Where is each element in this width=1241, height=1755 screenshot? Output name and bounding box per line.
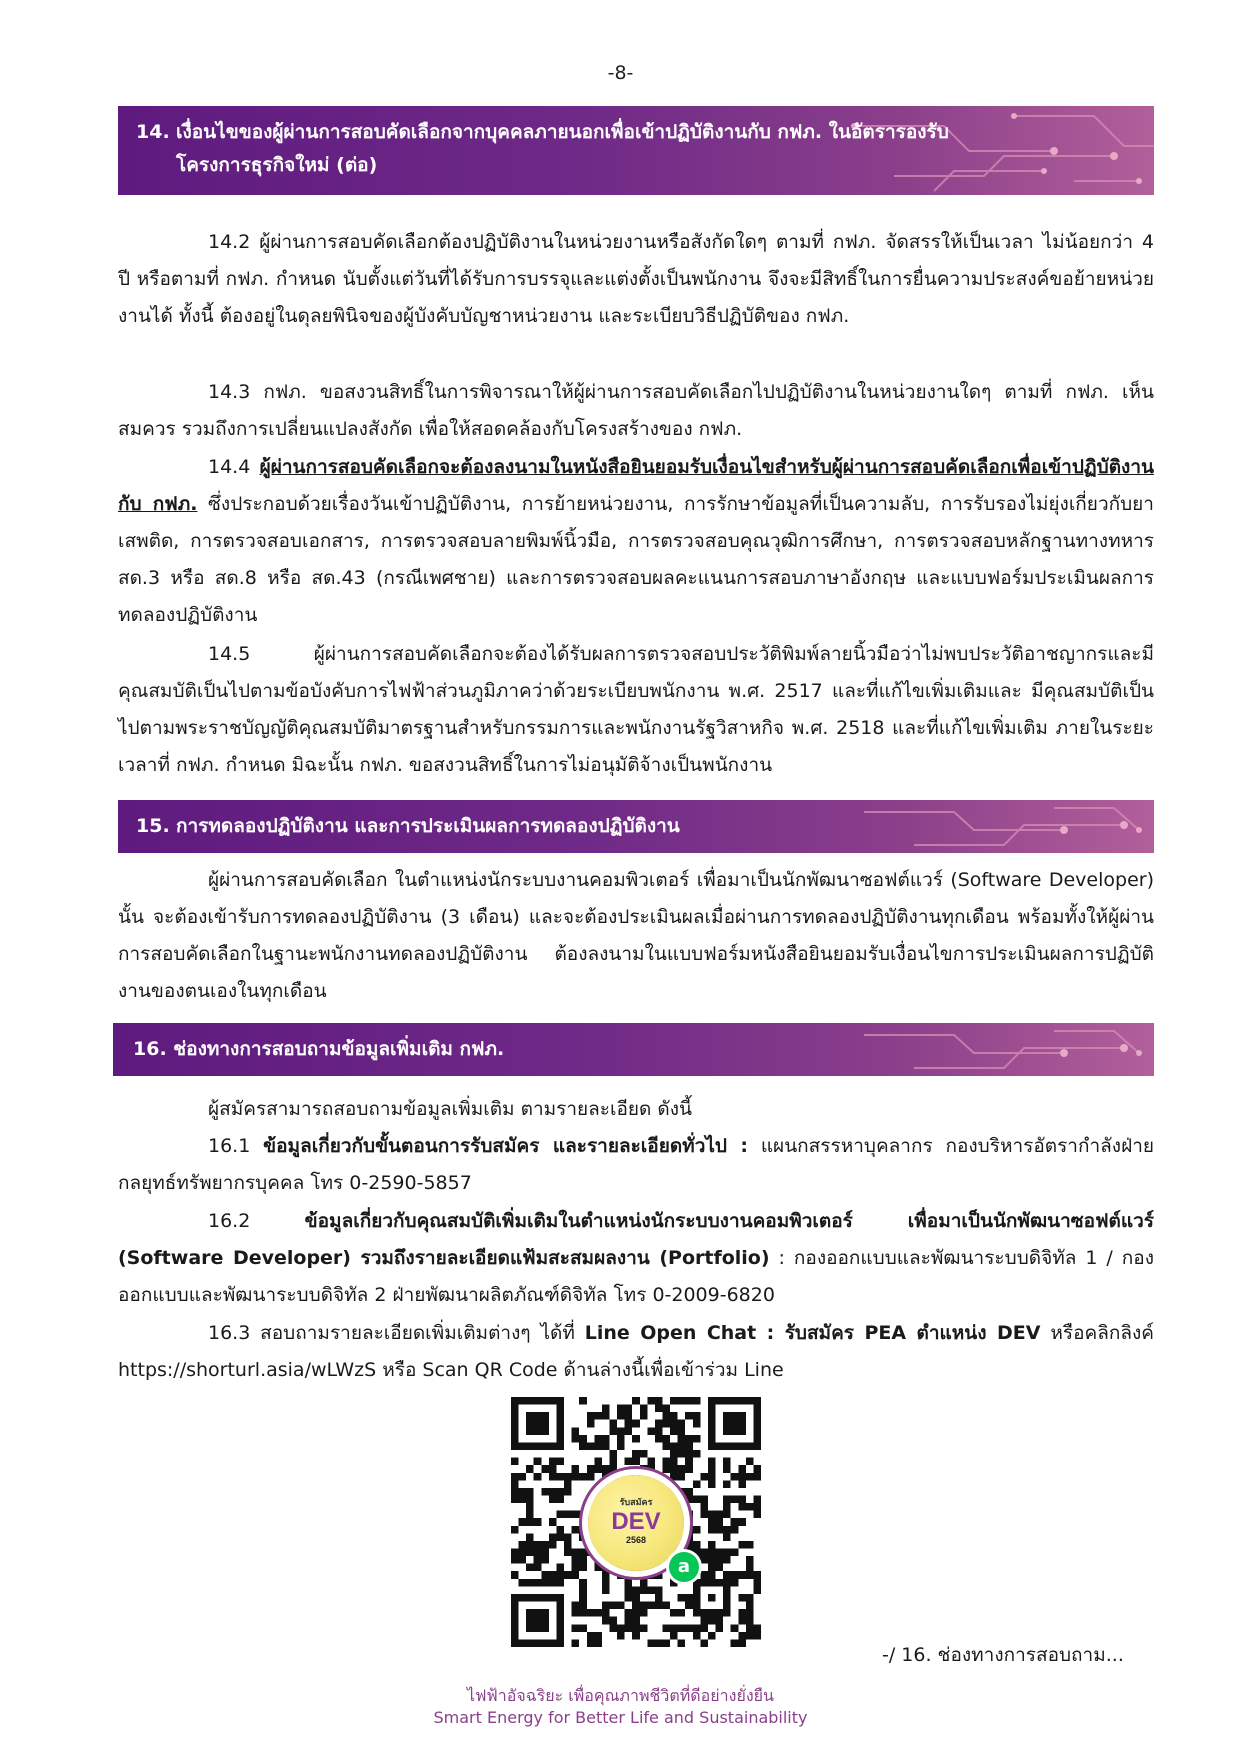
footer-slogan-thai: ไฟฟ้าอัจฉริยะ เพื่อคุณภาพชีวิตที่ดีอย่างยั่งยืน <box>467 1686 774 1705</box>
section-14-header <box>118 106 1154 195</box>
paragraph-16-1: 16.1 ข้อมูลเกี่ยวกับขั้นตอนการรับสมัคร และรายละเอียดทั่วไป : แผนกสรรหาบุคลากร กองบริหารอัตรากำลังฝ่ายกลยุทธ์ทรัพยากรบุคคล โทร 0-2590-5857 <box>118 1135 1154 1194</box>
page-number: -8- <box>607 62 634 84</box>
paragraph-14-4-emphasis: ผู้ผ่านการสอบคัดเลือกจะต้องลงนามในหนังสือยินยอมรับเงื่อนไขสำหรับผู้ผ่านการสอบคัดเลือกเพื่อเข้าปฏิบัติงานกับ กฟภ. <box>118 456 1154 515</box>
paragraph-14-5: 14.5 ผู้ผ่านการสอบคัดเลือกจะต้องได้รับผลการตรวจสอบประวัติพิมพ์ลายนิ้วมือว่าไม่พบประวัติอาชญากรและมีคุณสมบัติเป็นไปตามข้อบังคับการไฟฟ้าส่วนภูมิภาคว่าด้วยระเบียบพนักงาน พ.ศ. 2517 และที่แก้ไขเพิ่มเติมและ มีคุณสมบัติเป็นไปตามพระราชบัญญัติคุณสมบัติมาตรฐานสำหรับกรรมการและพนักงานรัฐวิสาหกิจ พ.ศ. 2518 และที่แก้ไขเพิ่มเติม ภายในระยะเวลาที่ กฟภ. กำหนด มิฉะนั้น กฟภ. ขอสงวนสิทธิ์ในการไม่อนุมัติจ้างเป็นพนักงาน <box>118 643 1154 776</box>
continuation-note: -/ 16. ช่องทางการสอบถาม... <box>882 1644 1124 1666</box>
section-number: 15. <box>136 815 170 837</box>
paragraph-16-3: 16.3 สอบถามรายละเอียดเพิ่มเติมต่างๆ ได้ที่ Line Open Chat : รับสมัคร PEA ตำแหน่ง DEV หรือคลิกลิงค์ https://shorturl.asia/wLWzS หรือ Scan QR Code ด้านล่างนี้เพื่อเข้าร่วม Line <box>118 1322 1154 1381</box>
paragraph-14-2: 14.2 ผู้ผ่านการสอบคัดเลือกต้องปฏิบัติงานในหน่วยงานหรือสังกัดใดๆ ตามที่ กฟภ. จัดสรรให้เป็นเวลา ไม่น้อยกว่า 4 ปี หรือตามที่ กฟภ. กำหนด นับตั้งแต่วันที่ได้รับการบรรจุและแต่งตั้งเป็นพนักงาน จึงจะมีสิทธิ์ในการยื่นความประสงค์ขอย้ายหน่วยงานได้ ทั้งนี้ ต้องอยู่ในดุลยพินิจของผู้บังคับบัญชาหน่วยงาน และระเบียบวิธีปฏิบัติของ กฟภ. <box>118 231 1154 327</box>
footer-slogan-english: Smart Energy for Better Life and Sustainability <box>433 1708 808 1727</box>
section-14-title-line2: โครงการธุรกิจใหม่ (ต่อ) <box>176 154 378 176</box>
section-14-title: เงื่อนไขของผู้ผ่านการสอบคัดเลือกจากบุคคลภายนอกเพื่อเข้าปฏิบัติงานกับ กฟภ. ในอัตรารองรับ <box>176 121 949 143</box>
section-16-header <box>113 1023 1154 1076</box>
paragraph-14-4: 14.4 ผู้ผ่านการสอบคัดเลือกจะต้องลงนามในหนังสือยินยอมรับเงื่อนไขสำหรับผู้ผ่านการสอบคัดเลือกเพื่อเข้าปฏิบัติงานกับ กฟภ. ซึ่งประกอบด้วยเรื่องวันเข้าปฏิบัติงาน, การย้ายหน่วยงาน, การรักษาข้อมูลที่เป็นความลับ, การรับรองไม่ยุ่งเกี่ยวกับยาเสพติด, การตรวจสอบเอกสาร, การตรวจสอบลายพิมพ์นิ้วมือ, การตรวจสอบคุณวุฒิการศึกษา, การตรวจสอบหลักฐานทางทหาร สด.3 หรือ สด.8 หรือ สด.43 (กรณีเพศชาย) และการตรวจสอบผลคะแนนการสอบภาษาอังกฤษ และแบบฟอร์มประเมินผลการทดลองปฏิบัติงาน <box>118 456 1154 626</box>
line-qr-code[interactable] <box>511 1397 761 1647</box>
qr-center-badge: รับสมัคร DEV 2568 <box>588 1475 684 1571</box>
section-16-title: 16. ช่องทางการสอบถามข้อมูลเพิ่มเติม กฟภ. <box>133 1038 505 1060</box>
paragraph-14-3: 14.3 กฟภ. ขอสงวนสิทธิ์ในการพิจารณาให้ผู้ผ่านการสอบคัดเลือกไปปฏิบัติงานในหน่วยงานใดๆ ตามที่ กฟภ. เห็นสมควร รวมถึงการเปลี่ยนแปลงสังกัด เพื่อให้สอดคล้องกับโครงสร้างของ กฟภ. <box>118 381 1154 440</box>
section-number: 14. <box>136 121 170 143</box>
paragraph-15: ผู้ผ่านการสอบคัดเลือก ในตำแหน่งนักระบบงานคอมพิวเตอร์ เพื่อมาเป็นนักพัฒนาซอฟต์แวร์ (Software Developer) นั้น จะต้องเข้ารับการทดลองปฏิบัติงาน (3 เดือน) และจะต้องประเมินผลเมื่อผ่านการทดลองปฏิบัติงานทุกเดือน พร้อมทั้งให้ผู้ผ่านการสอบคัดเลือกในฐานะพนักงานทดลองปฏิบัติงาน ต้องลงนามในแบบฟอร์มหนังสือยินยอมรับเงื่อนไขการประเมินผลการปฏิบัติงานของตนเองในทุกเดือน <box>118 869 1154 1002</box>
section-15-title: การทดลองปฏิบัติงาน และการประเมินผลการทดลองปฏิบัติงาน <box>176 815 680 837</box>
paragraph-16-intro: ผู้สมัครสามารถสอบถามข้อมูลเพิ่มเติม ตามรายละเอียด ดังนี้ <box>208 1098 693 1120</box>
line-logo-icon: a <box>669 1552 699 1582</box>
paragraph-16-2: 16.2 ข้อมูลเกี่ยวกับคุณสมบัติเพิ่มเติมในตำแหน่งนักระบบงานคอมพิวเตอร์ เพื่อมาเป็นนักพัฒนาซอฟต์แวร์ (Software Developer) รวมถึงรายละเอียดแฟ้มสะสมผลงาน (Portfolio) : กองออกแบบและพัฒนาระบบดิจิทัล 1 / กองออกแบบและพัฒนาระบบดิจิทัล 2 ฝ่ายพัฒนาผลิตภัณฑ์ดิจิทัล โทร 0-2009-6820 <box>118 1210 1154 1306</box>
section-15-header <box>118 800 1154 853</box>
